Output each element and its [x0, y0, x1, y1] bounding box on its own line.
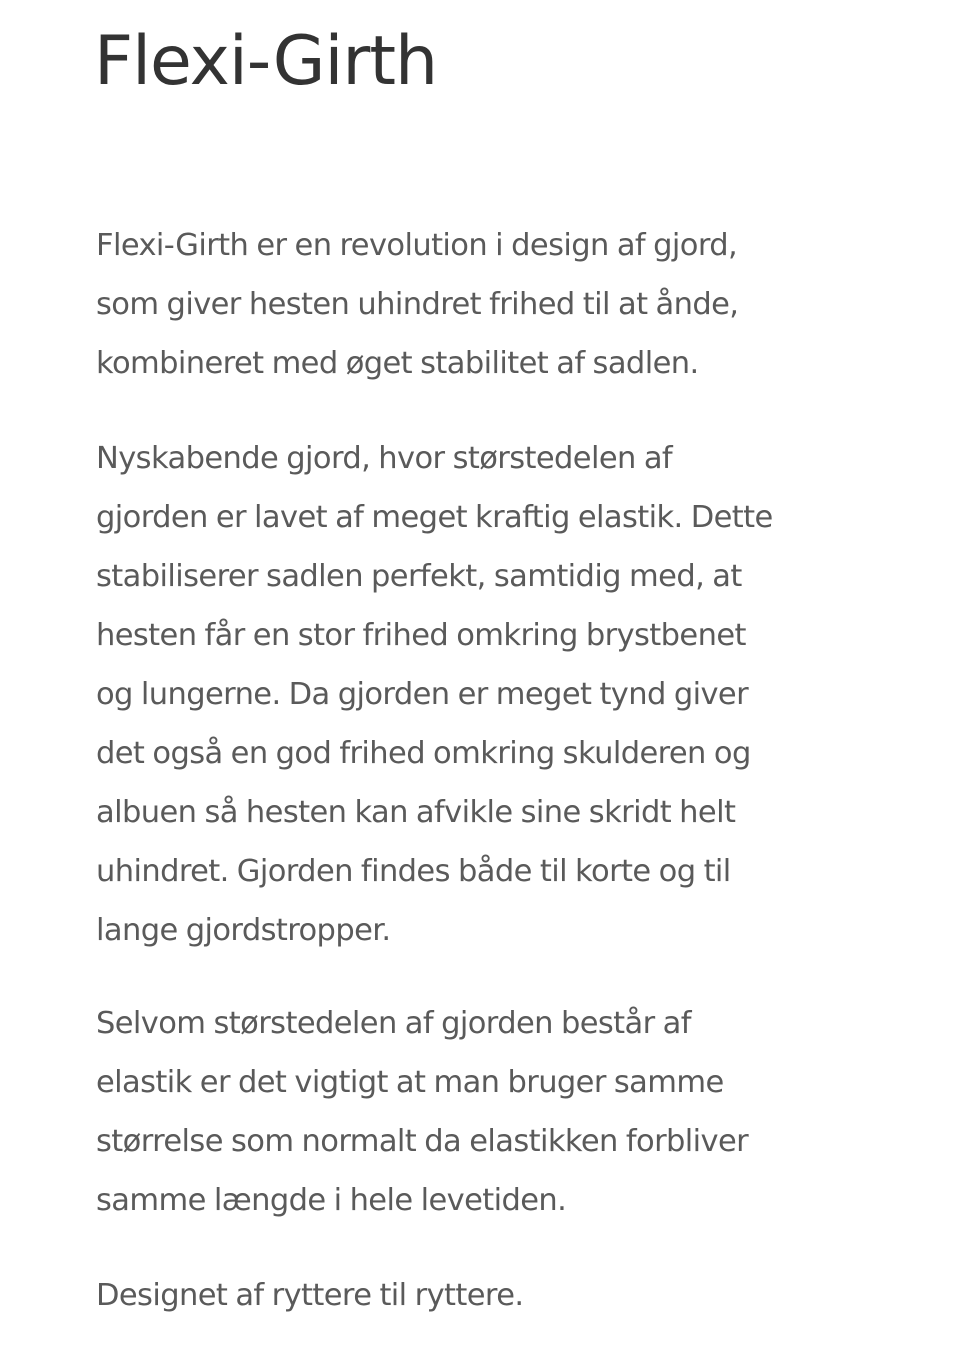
text-line: lange gjordstropper. — [96, 913, 391, 948]
text-line: Flexi-Girth er en revolution i design af gjord, — [96, 228, 738, 263]
text-line: kombineret med øget stabilitet af sadlen. — [96, 346, 699, 381]
text-line: størrelse som normalt da elastikken forbliver — [96, 1124, 749, 1159]
text-line: hesten får en stor frihed omkring brystbenet — [96, 618, 746, 653]
text-line: som giver hesten uhindret frihed til at ånde, — [96, 287, 739, 322]
text-line: Designet af ryttere til ryttere. — [96, 1278, 524, 1313]
text-line: uhindret. Gjorden findes både til korte og til — [96, 854, 731, 889]
text-line: det også en god frihed omkring skulderen og — [96, 736, 751, 771]
text-line: albuen så hesten kan afvikle sine skridt helt — [96, 795, 736, 830]
text-line: stabiliserer sadlen perfekt, samtidig med, at — [96, 559, 742, 594]
sizing-paragraph — [96, 994, 876, 1230]
tagline-paragraph — [96, 1266, 876, 1325]
text-line: Selvom størstedelen af gjorden består af — [96, 1006, 691, 1041]
text-line: gjorden er lavet af meget kraftig elastik. Dette — [96, 500, 773, 535]
text-line: elastik er det vigtigt at man bruger samme — [96, 1065, 724, 1100]
text-line: samme længde i hele levetiden. — [96, 1183, 567, 1218]
intro-paragraph — [96, 216, 876, 393]
text-line: og lungerne. Da gjorden er meget tynd giver — [96, 677, 749, 712]
text-line: Nyskabende gjord, hvor størstedelen af — [96, 441, 673, 476]
description-paragraph — [96, 429, 876, 960]
page-title: Flexi-Girth — [94, 22, 438, 101]
